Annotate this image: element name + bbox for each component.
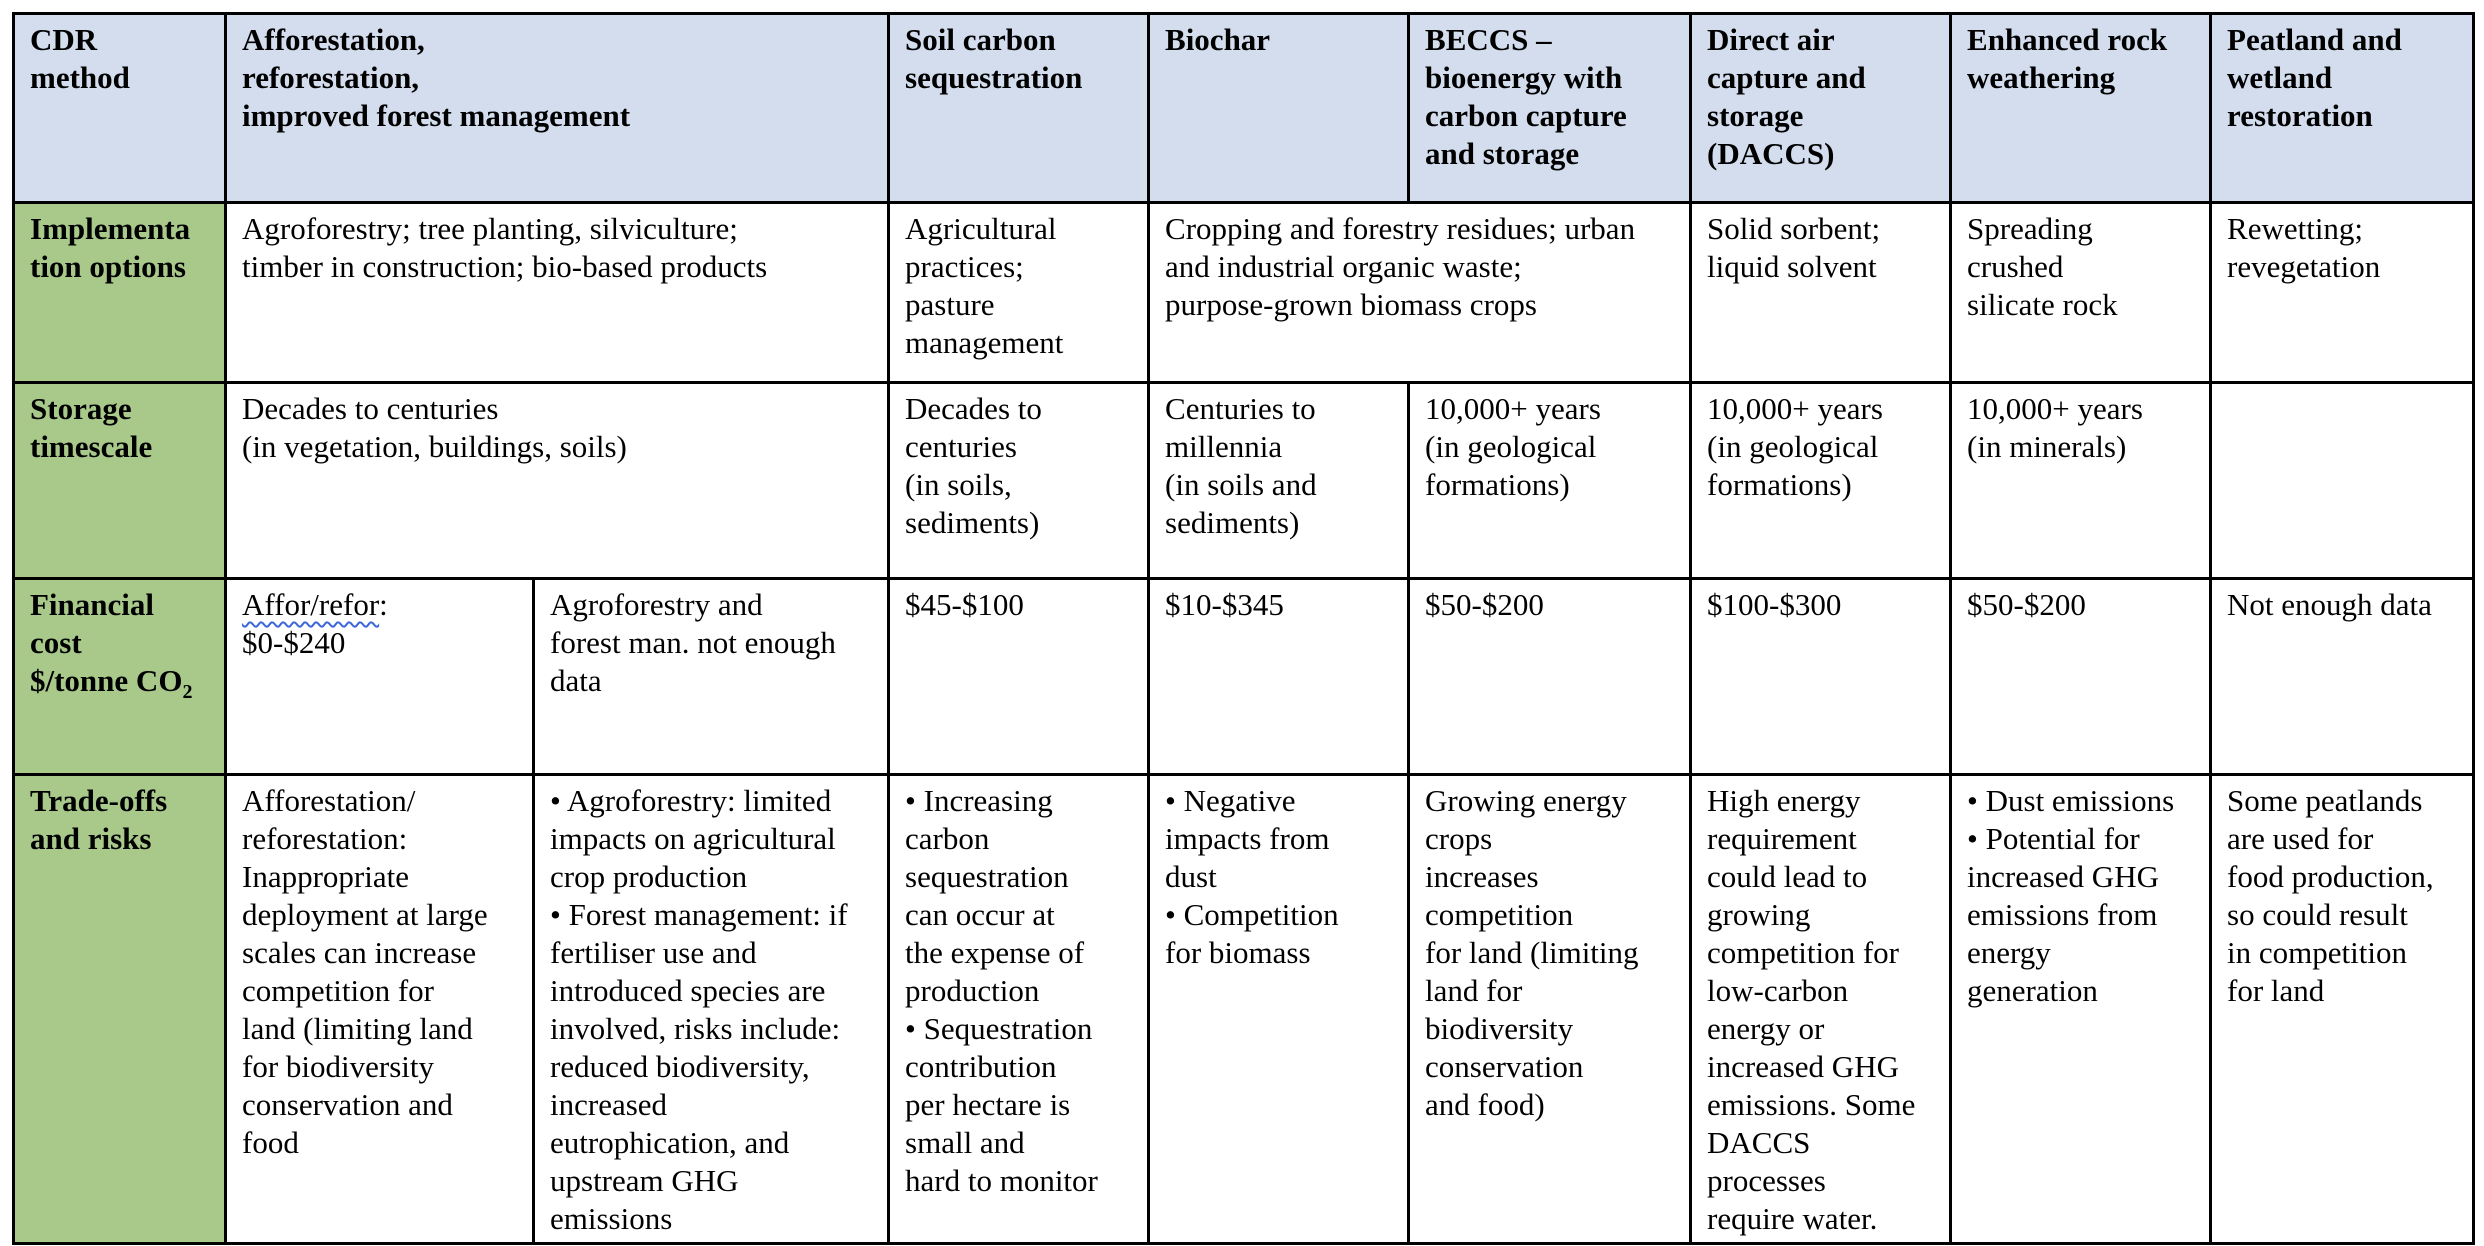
cell-line: Agroforestry; tree planting, silviculture; [242, 211, 738, 246]
tradeoffs-rock-weathering [1951, 775, 2211, 1244]
cell-line: restoration [2227, 98, 2373, 133]
header-afforestation [226, 14, 889, 203]
cell-line: sediments) [905, 505, 1040, 540]
cell-line: silicate rock [1967, 287, 2118, 322]
cell-line: Enhanced rock [1967, 22, 2168, 57]
storage-afforestation [226, 383, 889, 579]
cell-line: Implementa [30, 211, 191, 246]
cell-line: • Competition [1165, 897, 1339, 932]
header-beccs [1409, 14, 1691, 203]
cell-line: (in soils, [905, 467, 1012, 502]
cell-line: land (limiting land [242, 1011, 473, 1046]
financial-label-line3 [30, 662, 212, 704]
cell-line: food [242, 1125, 299, 1160]
cell-line: timber in construction; bio-based products [242, 249, 768, 284]
tradeoffs-afforestation [226, 775, 534, 1244]
cell-line: Inappropriate [242, 859, 409, 894]
tradeoffs-beccs [1409, 775, 1691, 1244]
row-header-tradeoffs [14, 775, 226, 1244]
header-row [14, 14, 2474, 203]
implementation-peatland [2211, 203, 2474, 383]
financial-label-subscript: 2 [182, 681, 193, 704]
cell-line: Growing energy [1425, 783, 1627, 818]
cell-line: can occur at [905, 897, 1055, 932]
cell-line: deployment at large [242, 897, 488, 932]
cell-line: increases [1425, 859, 1539, 894]
cell-line: competition for [242, 973, 434, 1008]
cell-line: tion options [30, 249, 186, 284]
financial-agroforestry [534, 579, 889, 775]
header-rock-weathering [1951, 14, 2211, 203]
financial-label-unit: $/tonne CO [30, 663, 183, 698]
cell-line: formations) [1425, 467, 1570, 502]
financial-biochar: $10-$345 [1149, 579, 1409, 775]
storage-beccs [1409, 383, 1691, 579]
cell-line: energy [1967, 935, 2051, 970]
cell-line: • Agroforestry: limited [550, 783, 832, 818]
cell-line: Afforestation, [242, 22, 425, 57]
cell-line: conservation and [242, 1087, 453, 1122]
cell-line: Centuries to [1165, 391, 1316, 426]
cell-line: Rewetting; [2227, 211, 2364, 246]
cell-line: Agricultural [905, 211, 1057, 246]
cell-line: for land [2227, 973, 2325, 1008]
cell-line: (in vegetation, buildings, soils) [242, 429, 627, 464]
row-header-storage [14, 383, 226, 579]
cell-line: impacts from [1165, 821, 1330, 856]
cell-line: Agroforestry and [550, 587, 763, 622]
financial-affor-refor [226, 579, 534, 775]
cell-line: reforestation, [242, 60, 420, 95]
cell-line: improved forest management [242, 98, 631, 133]
header-biochar [1149, 14, 1409, 203]
cell-line: Soil carbon [905, 22, 1056, 57]
cell-line: sequestration [905, 60, 1083, 95]
cell-line: dust [1165, 859, 1217, 894]
cell-line: liquid solvent [1707, 249, 1877, 284]
cell-line: competition for [1707, 935, 1899, 970]
cell-line: Cropping and forestry residues; urban [1165, 211, 1636, 246]
implementation-daccs [1691, 203, 1951, 383]
cell-line: Spreading [1967, 211, 2093, 246]
cell-line: pasture [905, 287, 995, 322]
cell-line: Solid sorbent; [1707, 211, 1881, 246]
cell-line: for biomass [1165, 935, 1311, 970]
row-header-financial [14, 579, 226, 775]
cell-line: (in minerals) [1967, 429, 2127, 464]
storage-daccs [1691, 383, 1951, 579]
financial-row [14, 579, 2474, 775]
cell-line: energy or [1707, 1011, 1825, 1046]
cell-line: increased GHG [1707, 1049, 1899, 1084]
cell-line: • Sequestration [905, 1011, 1093, 1046]
cell-line: 10,000+ years [1967, 391, 2143, 426]
cell-line: per hectare is [905, 1087, 1071, 1122]
cell-line: DACCS [1707, 1125, 1811, 1160]
affor-refor-value: $0-$240 [242, 625, 346, 660]
cell-line: Biochar [1165, 22, 1271, 57]
cell-line: production [905, 973, 1040, 1008]
cell-line: Decades to [905, 391, 1042, 426]
cell-line: BECCS – [1425, 22, 1552, 57]
cell-line: crop production [550, 859, 748, 894]
cell-line: forest man. not enough [550, 625, 836, 660]
cell-line: Afforestation/ [242, 783, 416, 818]
storage-biochar [1149, 383, 1409, 579]
cell-line: biodiversity [1425, 1011, 1574, 1046]
cell-line: (DACCS) [1707, 136, 1835, 171]
cell-line: revegetation [2227, 249, 2381, 284]
tradeoffs-daccs [1691, 775, 1951, 1244]
header-daccs [1691, 14, 1951, 203]
implementation-rock-weathering [1951, 203, 2211, 383]
cell-line: CDR [30, 22, 98, 57]
cell-line: emissions. Some [1707, 1087, 1916, 1122]
cell-line: fertiliser use and [550, 935, 757, 970]
cell-line: could lead to [1707, 859, 1868, 894]
cell-line: 10,000+ years [1707, 391, 1883, 426]
cell-line: hard to monitor [905, 1163, 1098, 1198]
row-header-implementation [14, 203, 226, 383]
cell-line: emissions [550, 1201, 673, 1236]
cell-line: and risks [30, 821, 152, 856]
cell-line: purpose-grown biomass crops [1165, 287, 1537, 322]
cell-line: involved, risks include: [550, 1011, 841, 1046]
storage-row [14, 383, 2474, 579]
cdr-table-page [12, 12, 2475, 1245]
cell-line: storage [1707, 98, 1804, 133]
cell-line: the expense of [905, 935, 1085, 970]
cell-line: sediments) [1165, 505, 1300, 540]
cell-line: weathering [1967, 60, 2116, 95]
financial-label-line1: Financial [30, 587, 155, 622]
cell-line: practices; [905, 249, 1024, 284]
financial-soil-carbon: $45-$100 [889, 579, 1149, 775]
implementation-afforestation [226, 203, 889, 383]
cell-line: contribution [905, 1049, 1057, 1084]
financial-rock-weathering: $50-$200 [1951, 579, 2211, 775]
cell-line: increased [550, 1087, 668, 1122]
cell-line: low-carbon [1707, 973, 1849, 1008]
cell-line: crops [1425, 821, 1493, 856]
cell-line: Trade-offs [30, 783, 168, 818]
financial-daccs: $100-$300 [1691, 579, 1951, 775]
financial-label-line2: cost [30, 625, 82, 660]
cell-line: impacts on agricultural [550, 821, 836, 856]
cell-line: Storage [30, 391, 132, 426]
cell-line: food production, [2227, 859, 2434, 894]
cell-line: reforestation: [242, 821, 408, 856]
cell-line: sequestration [905, 859, 1069, 894]
cell-line: carbon [905, 821, 990, 856]
cell-line: (in soils and [1165, 467, 1317, 502]
cell-line: management [905, 325, 1064, 360]
cell-line: processes [1707, 1163, 1826, 1198]
implementation-soil-carbon [889, 203, 1149, 383]
implementation-row [14, 203, 2474, 383]
cell-line: require water. [1707, 1201, 1878, 1236]
cell-line: Some peatlands [2227, 783, 2423, 818]
cell-line: bioenergy with [1425, 60, 1623, 95]
cell-line: and food) [1425, 1087, 1545, 1122]
cell-line: land for [1425, 973, 1523, 1008]
cell-line: High energy [1707, 783, 1861, 818]
cdr-methods-table [12, 12, 2475, 1245]
affor-refor-label [242, 586, 520, 624]
cell-line: 10,000+ years [1425, 391, 1601, 426]
implementation-biochar-beccs [1149, 203, 1691, 383]
cell-line: introduced species are [550, 973, 826, 1008]
cell-line: generation [1967, 973, 2098, 1008]
cell-line: and industrial organic waste; [1165, 249, 1522, 284]
cell-line: (in geological [1425, 429, 1597, 464]
cell-line: formations) [1707, 467, 1852, 502]
cell-line: competition [1425, 897, 1574, 932]
affor-refor-word: Affor/refor [242, 587, 380, 622]
cell-line: and storage [1425, 136, 1580, 171]
financial-beccs: $50-$200 [1409, 579, 1691, 775]
cell-line: small and [905, 1125, 1025, 1160]
cell-line: crushed [1967, 249, 2064, 284]
cell-line: • Dust emissions [1967, 783, 2175, 818]
header-soil-carbon [889, 14, 1149, 203]
tradeoffs-row [14, 775, 2474, 1244]
cell-line: Decades to centuries [242, 391, 499, 426]
cell-line: wetland [2227, 60, 2333, 95]
cell-line: emissions from [1967, 897, 2158, 932]
tradeoffs-agroforestry [534, 775, 889, 1244]
cell-line: for land (limiting [1425, 935, 1639, 970]
tradeoffs-soil-carbon [889, 775, 1149, 1244]
cell-line: so could result [2227, 897, 2408, 932]
cell-line: for biodiversity [242, 1049, 434, 1084]
cell-line: reduced biodiversity, [550, 1049, 810, 1084]
cell-line: scales can increase [242, 935, 477, 970]
cell-line: timescale [30, 429, 153, 464]
cell-line: increased GHG [1967, 859, 2159, 894]
cell-line: millennia [1165, 429, 1283, 464]
cell-line: Peatland and [2227, 22, 2402, 57]
cell-line: growing [1707, 897, 1811, 932]
tradeoffs-biochar [1149, 775, 1409, 1244]
cell-line: (in geological [1707, 429, 1879, 464]
cell-line: • Forest management: if [550, 897, 848, 932]
cell-line: • Negative [1165, 783, 1296, 818]
cell-line: • Potential for [1967, 821, 2140, 856]
header-peatland [2211, 14, 2474, 203]
tradeoffs-peatland [2211, 775, 2474, 1244]
cell-line: are used for [2227, 821, 2374, 856]
cell-line: capture and [1707, 60, 1866, 95]
affor-refor-colon: : [379, 587, 388, 622]
cell-line: Direct air [1707, 22, 1835, 57]
cell-line: centuries [905, 429, 1017, 464]
cell-line: carbon capture [1425, 98, 1627, 133]
cell-line: conservation [1425, 1049, 1584, 1084]
storage-soil-carbon [889, 383, 1149, 579]
cell-line: eutrophication, and [550, 1125, 790, 1160]
cell-line: method [30, 60, 130, 95]
cell-line: data [550, 663, 602, 698]
cell-line: • Increasing [905, 783, 1053, 818]
header-cdr-method [14, 14, 226, 203]
cell-line: requirement [1707, 821, 1857, 856]
financial-peatland: Not enough data [2211, 579, 2474, 775]
storage-peatland [2211, 383, 2474, 579]
cell-line: upstream GHG [550, 1163, 739, 1198]
cell-line: in competition [2227, 935, 2407, 970]
storage-rock-weathering [1951, 383, 2211, 579]
